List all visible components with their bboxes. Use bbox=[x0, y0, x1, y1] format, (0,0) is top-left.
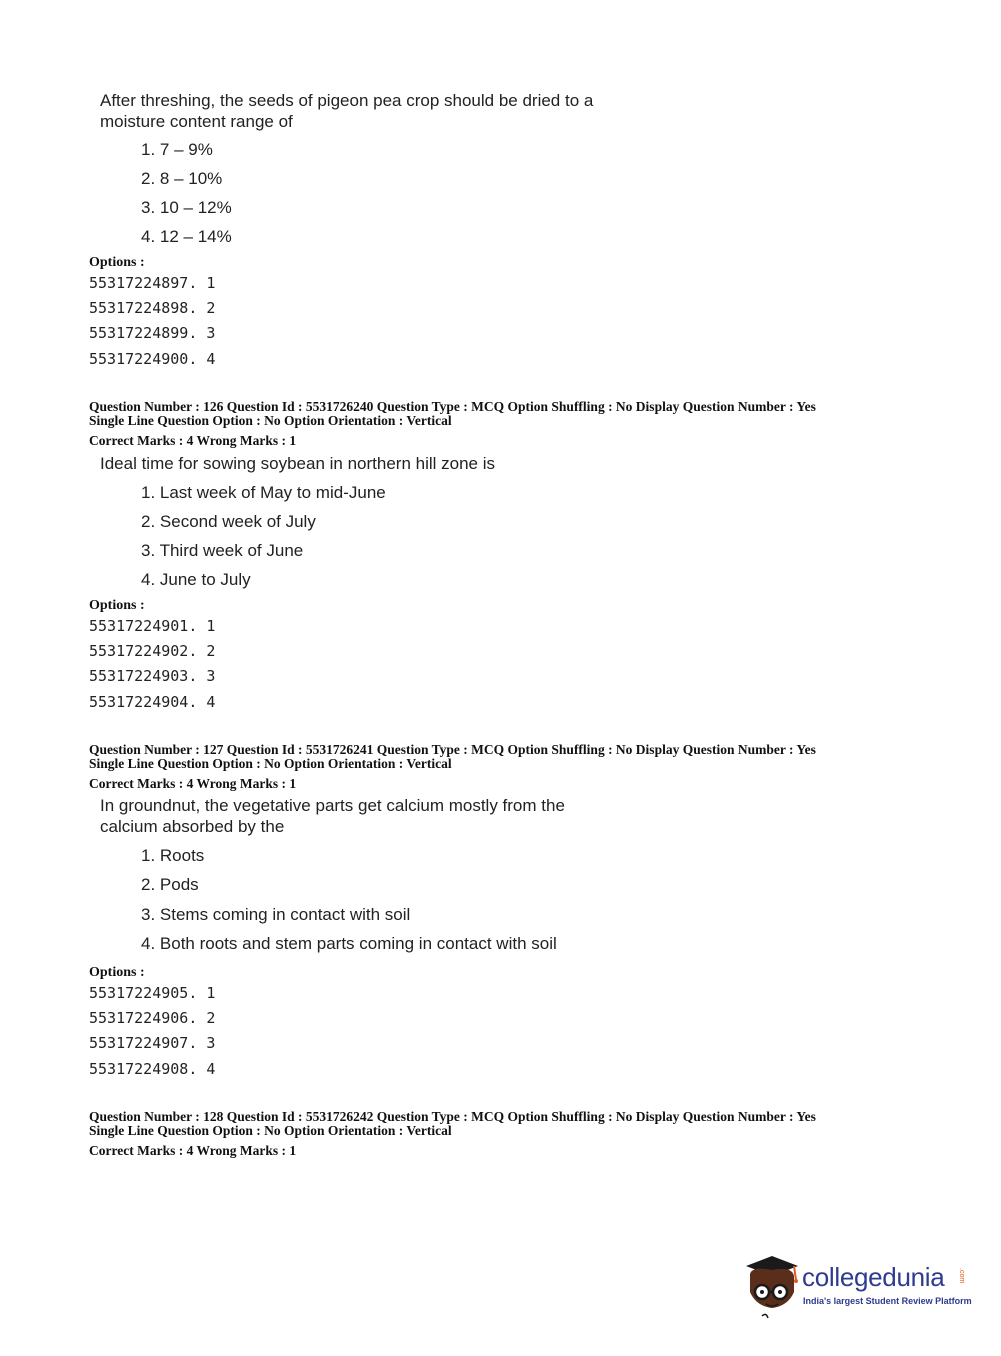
question-text bbox=[100, 90, 620, 132]
question-text-line: After threshing, the seeds of pigeon pea crop should be dried to a bbox=[100, 91, 594, 110]
question-marks: Correct Marks : 4 Wrong Marks : 1 bbox=[89, 433, 297, 448]
choice-item: 3. Third week of June bbox=[141, 541, 304, 560]
logo-domain-suffix: .com bbox=[958, 1268, 965, 1284]
question-marks: Correct Marks : 4 Wrong Marks : 1 bbox=[89, 776, 297, 791]
choice-item: 1. Last week of May to mid-June bbox=[141, 483, 386, 502]
question-meta: Question Number : 126 Question Id : 5531726240 Question Type : MCQ Option Shuffling : No Display Question Number : Yes bbox=[89, 399, 816, 414]
choice-item: 2. 8 – 10% bbox=[141, 169, 223, 188]
option-id: 55317224899. 3 bbox=[89, 324, 216, 342]
option-id: 55317224898. 2 bbox=[89, 299, 216, 317]
choice-item: 4. Both roots and stem parts coming in contact with soil bbox=[141, 934, 557, 953]
logo-tagline: India's largest Student Review Platform bbox=[803, 1296, 972, 1306]
question-meta-line2: Single Line Question Option : No Option Orientation : Vertical bbox=[89, 413, 452, 428]
option-id: 55317224903. 3 bbox=[89, 667, 216, 685]
choice-item: 1. Roots bbox=[141, 846, 205, 865]
options-label: Options : bbox=[89, 965, 145, 980]
question-meta: Question Number : 128 Question Id : 5531726242 Question Type : MCQ Option Shuffling : No Display Question Number : Yes bbox=[89, 1109, 816, 1124]
option-id: 55317224901. 1 bbox=[89, 617, 216, 635]
choice-item: 4. 12 – 14% bbox=[141, 227, 232, 246]
question-text bbox=[100, 795, 620, 837]
choice-item: 3. Stems coming in contact with soil bbox=[141, 905, 411, 924]
question-text-line: calcium absorbed by the bbox=[100, 817, 285, 836]
question-text-line: Ideal time for sowing soybean in northern hill zone is bbox=[100, 454, 495, 473]
question-marks: Correct Marks : 4 Wrong Marks : 1 bbox=[89, 1143, 297, 1158]
question-meta-line2: Single Line Question Option : No Option Orientation : Vertical bbox=[89, 1123, 452, 1138]
options-label: Options : bbox=[89, 598, 145, 613]
choice-item: 1. 7 – 9% bbox=[141, 140, 213, 159]
collegedunia-logo[interactable] bbox=[742, 1250, 972, 1320]
choice-item: 2. Second week of July bbox=[141, 512, 316, 531]
logo-wordmark: collegedunia bbox=[802, 1262, 945, 1292]
option-id: 55317224897. 1 bbox=[89, 274, 216, 292]
option-id: 55317224904. 4 bbox=[89, 693, 216, 711]
option-id: 55317224902. 2 bbox=[89, 642, 216, 660]
option-id: 55317224900. 4 bbox=[89, 350, 216, 368]
option-id: 55317224906. 2 bbox=[89, 1009, 216, 1027]
option-id: 55317224907. 3 bbox=[89, 1034, 216, 1052]
option-id: 55317224905. 1 bbox=[89, 984, 216, 1002]
question-text-line: In groundnut, the vegetative parts get calcium mostly from the bbox=[100, 796, 565, 815]
question-meta-line2: Single Line Question Option : No Option Orientation : Vertical bbox=[89, 756, 452, 771]
choice-item: 2. Pods bbox=[141, 875, 199, 894]
options-label: Options : bbox=[89, 255, 145, 270]
question-meta: Question Number : 127 Question Id : 5531726241 Question Type : MCQ Option Shuffling : No Display Question Number : Yes bbox=[89, 742, 816, 757]
mascot-icon bbox=[742, 1250, 802, 1320]
choice-item: 3. 10 – 12% bbox=[141, 198, 232, 217]
option-id: 55317224908. 4 bbox=[89, 1060, 216, 1078]
question-text bbox=[100, 453, 620, 474]
choice-item: 4. June to July bbox=[141, 570, 251, 589]
question-text-line: moisture content range of bbox=[100, 112, 293, 131]
